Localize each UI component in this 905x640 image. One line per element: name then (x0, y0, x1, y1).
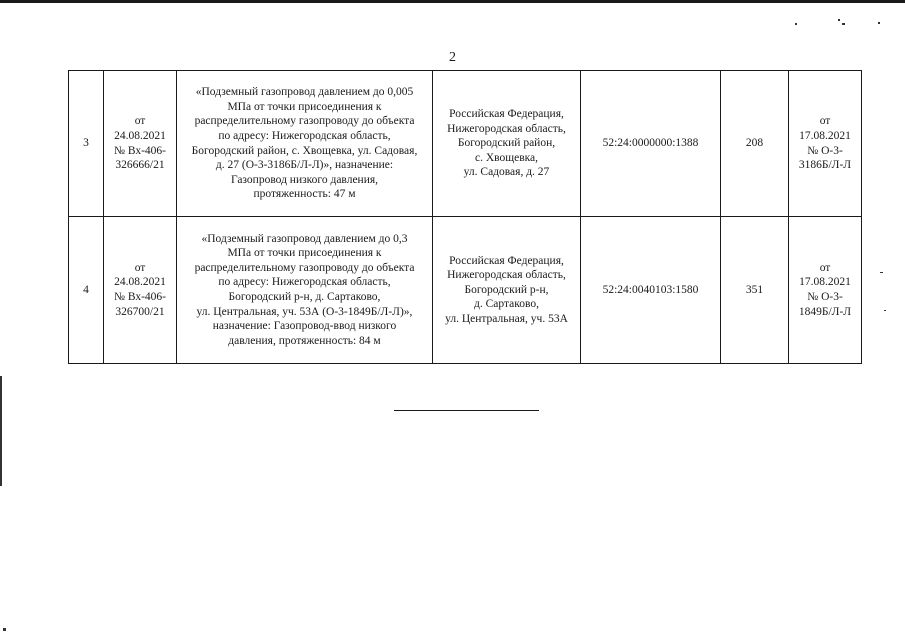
cadastral-number: 52:24:0040103:1580 (581, 217, 721, 364)
scan-speck (838, 19, 840, 21)
scan-speck (3, 628, 6, 631)
object-description: «Подземный газопровод давлением до 0,3 МПа от точки присоединения к распределительному газопроводу до объекта по адресу: Нижегородская область, Богородский р-н, д. Сартаково, ул. Центральная, уч. 53А (О-3-1849Б/Л-Л)», назначение: Газопровод-ввод низкого давления, протяженность: 84 м (177, 217, 433, 364)
registry-table (68, 70, 862, 364)
scan-speck (878, 22, 880, 24)
scan-speck (842, 23, 845, 25)
scan-speck (880, 272, 883, 273)
table-row (69, 71, 862, 217)
incoming-reference: от 24.08.2021 № Вх-406- 326666/21 (104, 71, 177, 217)
row-number: 4 (69, 217, 104, 364)
decision-reference: от 17.08.2021 № О-3- 3186Б/Л-Л (789, 71, 862, 217)
object-address: Российская Федерация, Нижегородская область, Богородский район, с. Хвощевка, ул. Садовая, д. 27 (433, 71, 581, 217)
scan-speck (795, 23, 797, 25)
count-value: 208 (721, 71, 789, 217)
decision-reference: от 17.08.2021 № О-3- 1849Б/Л-Л (789, 217, 862, 364)
count-value: 351 (721, 217, 789, 364)
top-border-rule (0, 0, 905, 3)
row-number: 3 (69, 71, 104, 217)
object-description: «Подземный газопровод давлением до 0,005 МПа от точки присоединения к распределительному газопроводу до объекта по адресу: Нижегородская область, Богородский район, с. Хвощевка, ул. Садовая, д. 27 (О-3-3186Б/Л-Л)», назначение: Газопровод низкого давления, протяженность: 47 м (177, 71, 433, 217)
incoming-reference: от 24.08.2021 № Вх-406- 326700/21 (104, 217, 177, 364)
scan-speck (884, 310, 886, 311)
object-address: Российская Федерация, Нижегородская область, Богородский р-н, д. Сартаково, ул. Центральная, уч. 53А (433, 217, 581, 364)
end-of-document-rule (394, 410, 539, 411)
scan-edge-mark (0, 376, 2, 486)
table-row (69, 217, 862, 364)
cadastral-number: 52:24:0000000:1388 (581, 71, 721, 217)
page-number: 2 (449, 50, 456, 65)
